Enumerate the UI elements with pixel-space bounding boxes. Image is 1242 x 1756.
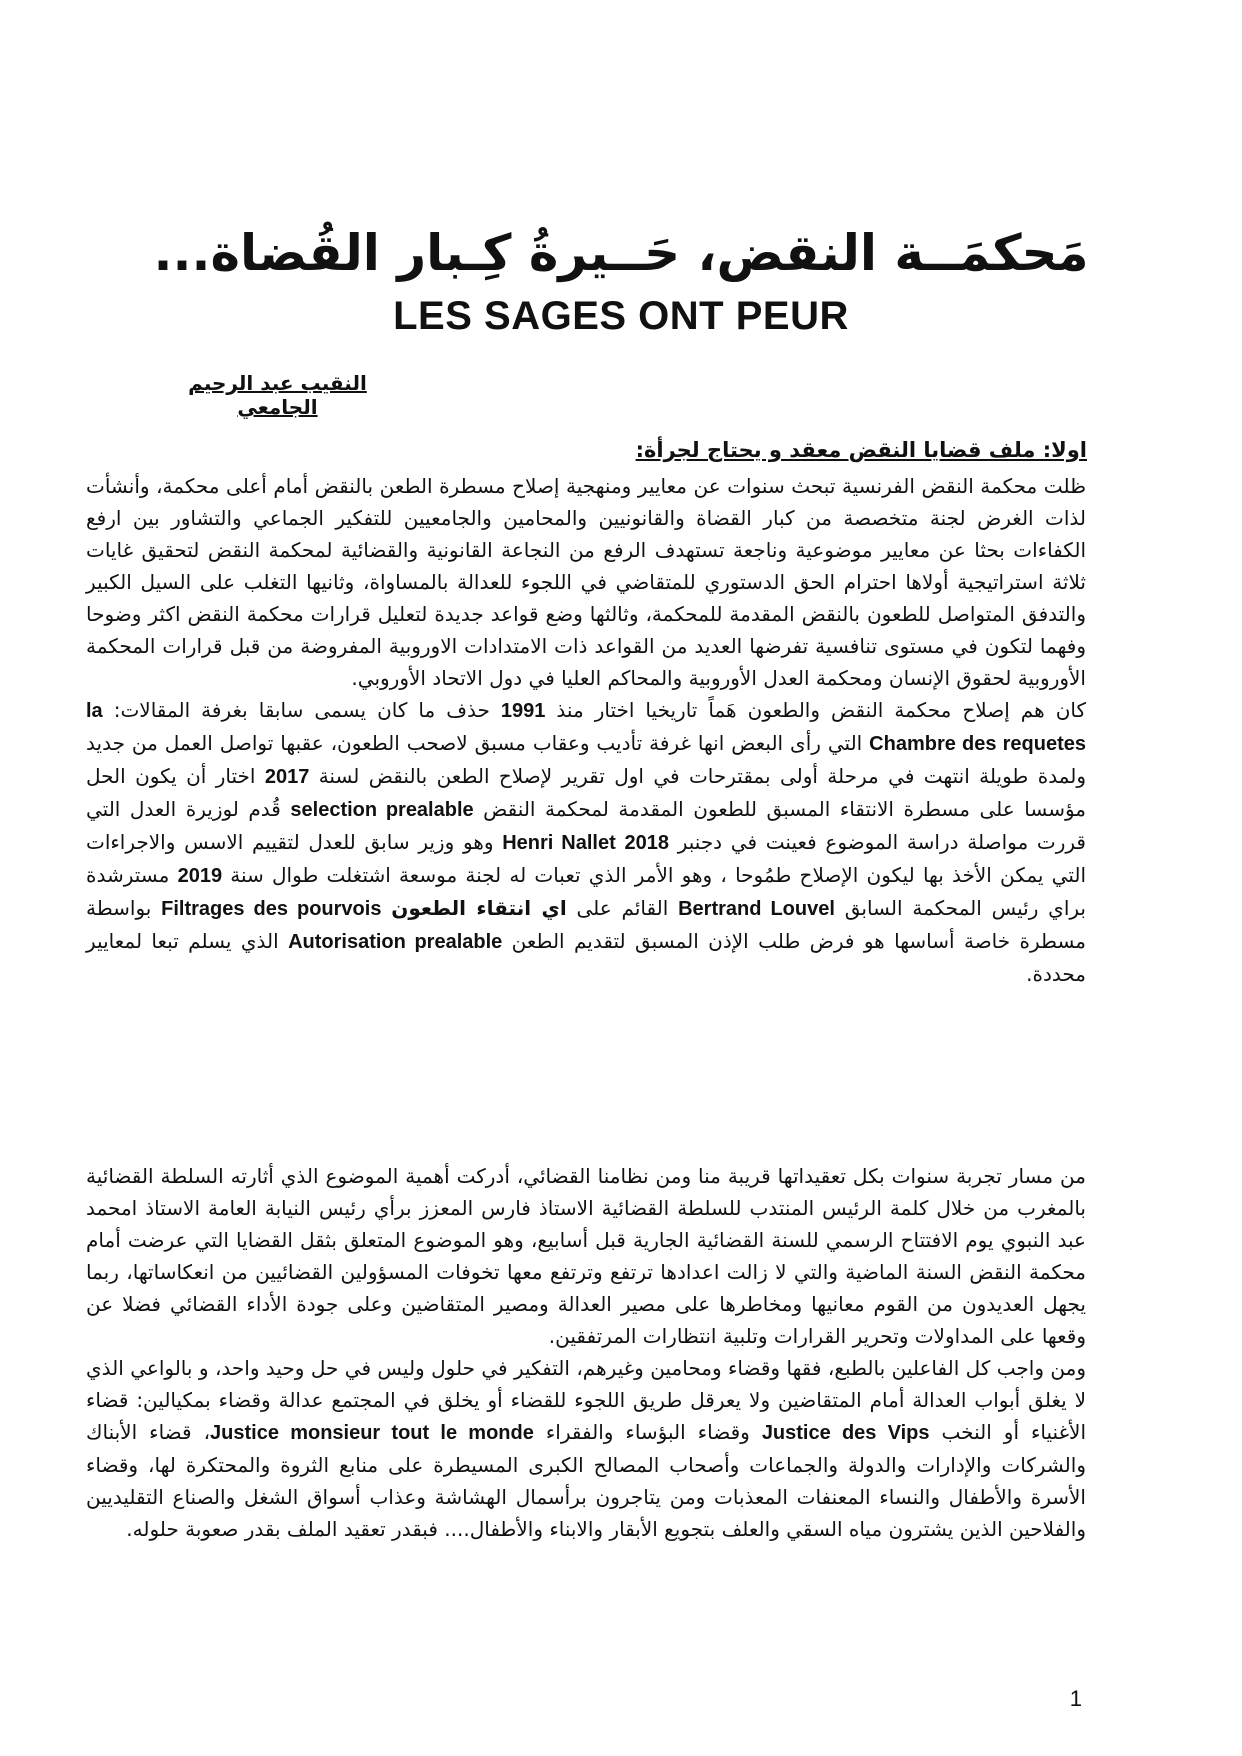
section-heading: اولا: ملف قضايا النقض معقد و يحتاج لجرأة: — [635, 438, 1087, 462]
term-justice-des-vips: Justice des Vips — [761, 1422, 930, 1444]
paragraph-2 — [86, 694, 1086, 990]
text-run: القائم على — [566, 896, 679, 920]
year-1991: 1991 — [500, 700, 546, 722]
term-filtrages-des-pourvois: Filtrages des pourvois — [161, 898, 382, 920]
text-run: وهو وزير سابق للعدل لتقييم الاسس والاجراءات التي يمكن الأخذ بها ليكون الإصلاح طمُوحا ، وهو الأمر الذي تعبات له لجنة موسعة اشتغلت طوال سنة — [86, 830, 1087, 887]
text-run: وقضاء البؤساء والفقراء — [533, 1420, 762, 1444]
page-number: 1 — [1069, 1686, 1082, 1711]
title-arabic: مَحكمَــة النقض، حَــيرةُ كِـبار القُضاة... — [153, 224, 1089, 282]
term-filtrage-arabic: اي انتقاء الطعون — [391, 896, 567, 920]
paragraph-3: من مسار تجربة سنوات بكل تعقيداتها قريبة منا ومن نظامنا القضائي، أدركت أهمية الموضوع الذي أثارته السلطة القضائية بالمغرب من خلال كلمة الرئيس المنتدب للسلطة القضائية الاستاذ فارس المعزز برأي رئيس النيابة العامة الاستاذ امحمد عبد النبوي يوم الافتتاح الرسمي للسنة القضائية الجارية قبل أسابيع، وهو الموضوع المتعلق بثقل القضايا التي عرضت أمام محكمة النقض السنة الماضية والتي لا زالت اعدادها ترتفع وترتفع معها تخوفات المسؤولين القضائيين من انعكاساتها، ربما يجهل العديدون من القوم معانيها ومخاطرها على مصير العدالة ومصير المتقاضين وعلى جودة الأداء القضائي فضلا عن وقعها على المداولات وتحرير القرارات وتلبية انتظارات المرتفقين. — [86, 1164, 1086, 1348]
text-run: اختار أن يكون الحل مؤسسا على مسطرة الانتقاء المسبق للطعون المقدمة لمحكمة النقض — [86, 764, 1087, 821]
paragraph-4 — [86, 1352, 1086, 1545]
text-run: الذي يسلم تبعا لمعايير محددة. — [86, 929, 1086, 986]
year-2017: 2017 — [264, 766, 310, 788]
text-run: ومن واجب كل الفاعلين بالطبع، فقها وقضاء ومحامين وغيرهم، التفكير في حلول وليس في حل وحيد واحد، و بالواعي الذي لا يغلق أبواب العدالة أمام المتقاضين ولا يعرقل طريق اللجوء للقضاء أو يخلق في المجتمع عدالة وقضاء بمكيالين: قضاء الأغنياء أو النخب — [86, 1356, 1087, 1444]
text-run: كان هم إصلاح محكمة النقض والطعون هَماً تاريخيا اختار منذ — [545, 698, 1086, 722]
term-selection-prealable: selection prealable — [290, 799, 474, 821]
body-section-2 — [86, 1160, 1086, 1545]
text-run: ، قضاء الأبناك والشركات والإدارات والدولة والجماعات وأصحاب المصالح الكبرى المسيطرة على منابع الثروة والمحتكرة لها، وقضاء الأسرة والأطفال والنساء المعنفات المعذبات ومن يتاجرون برأسمال الهشاشة وعذاب أسواق الشغل والصناع التقليديين والفلاحين الذين يشترون مياه السقي والعلف بتجويع الأبقار والابناء والأطفال.... فبقدر تعقيد الملف بقدر صعوبة حلوله. — [86, 1420, 1086, 1541]
text-run: قُدم لوزيرة العدل التي قررت مواصلة دراسة الموضوع فعينت في دجنبر — [86, 797, 1086, 854]
term-autorisation-prealable: Autorisation prealable — [288, 931, 503, 953]
year-2019: 2019 — [177, 865, 223, 887]
text-run: مسترشدة براي رئيس المحكمة السابق — [86, 863, 1086, 920]
text-run: التي رأى البعض انها غرفة تأديب وعقاب مسبق لاصحب الطعون، عقبها تواصل العمل من جديد ولمدة طويلة انتهت في مرحلة أولى بمقترحات في اول تقرير لإصلاح الطعن بالنقض لسنة — [86, 731, 1087, 788]
year-2018: 2018 — [624, 832, 669, 854]
text-run: حذف ما كان يسمى سابقا بغرفة المقالات: — [102, 698, 501, 722]
term-bertrand-louvel: Bertrand Louvel — [678, 898, 835, 920]
text-run: بواسطة مسطرة خاصة أساسها هو فرض طلب الإذن المسبق لتقديم الطعن — [86, 896, 1087, 953]
body-section-1 — [86, 470, 1086, 990]
paragraph-1: ظلت محكمة النقض الفرنسية تبحث سنوات عن معايير ومنهجية إصلاح مسطرة الطعن بالنقض أمام أعلى محكمة، وأنشأت لذات الغرض لجنة متخصصة من كبار القضاة والقانونيين والمحامين والجامعيين للتفكير الجماعي والتشاور بين ارفع الكفاءات بحثا عن معايير موضوعية وناجعة تستهدف الرفع من النجاعة القانونية والقضائية لمحكمة النقض لتحقيق غايات ثلاثة استراتيجية أولاها احترام الحق الدستوري للمتقاضي في اللجوء للعدالة بالمساواة، وثانيها التغلب على السيل الكبير والتدفق المتواصل للطعون بالنقض المقدمة للمحكمة، وثالثها وضع قواعد جديدة لتعليل قرارات محكمة النقض اكثر وضوحا وفهما لتكون في مستوى تنافسية تفرضها العديد من القواعد ذات الامتدادات الاوروبية المفروضة من قبل قرارات المحكمة الأوروبية لحقوق الإنسان ومحكمة العدل الأوروبية والمحاكم العليا في دول الاتحاد الأوروبي. — [86, 474, 1086, 690]
term-chambre-des-requetes: la Chambre des requetes — [86, 700, 1086, 755]
title-french: LES SAGES ONT PEUR — [393, 294, 849, 338]
author-name: النقيب عبد الرحيم الجامعي — [188, 371, 367, 419]
term-justice-tout-le-monde: Justice monsieur tout le monde — [210, 1422, 534, 1444]
term-henri-nallet: Henri Nallet — [502, 832, 616, 854]
